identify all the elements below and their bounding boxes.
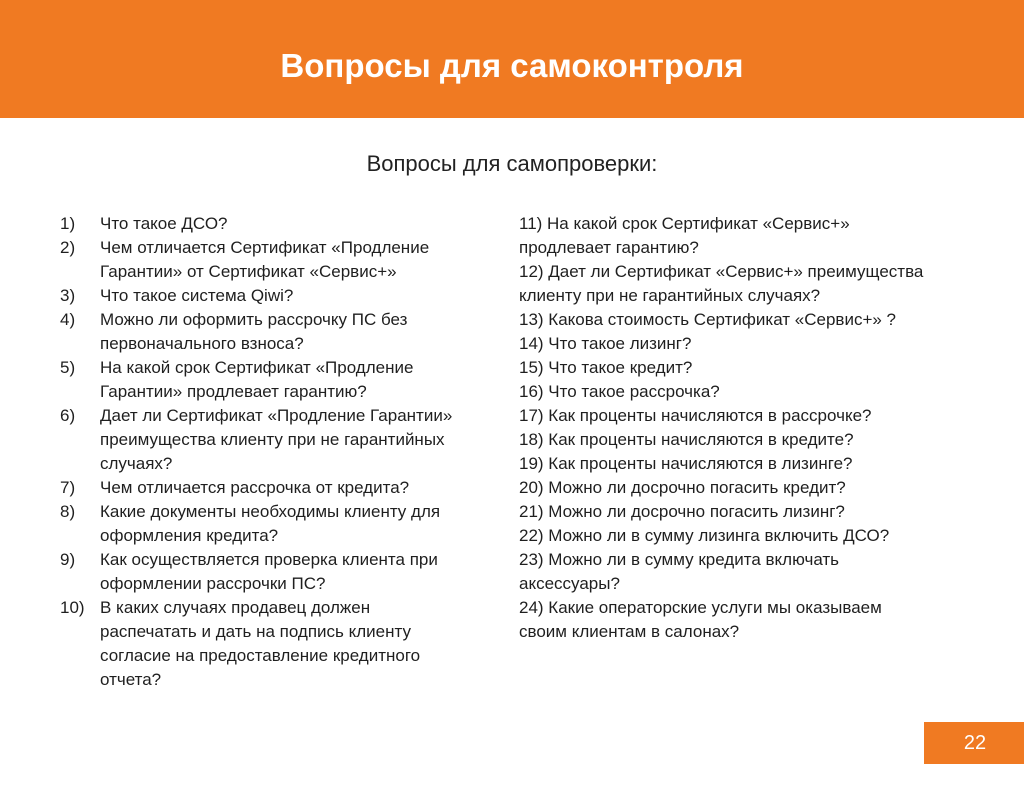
list-item	[60, 284, 470, 308]
item-number: 6)	[60, 406, 76, 425]
list-item	[60, 236, 470, 284]
list-item: 22) Можно ли в сумму лизинга включить ДСО?	[519, 526, 890, 545]
item-text: Чем отличается рассрочка от кредита?	[100, 478, 410, 497]
list-item: 18) Как проценты начисляются в кредите?	[519, 430, 854, 449]
item-number: 8)	[60, 502, 76, 521]
item-text: В каких случаях продавец должен распечатать и дать на подпись клиенту согласие на предоставление кредитного отчета?	[100, 598, 421, 689]
item-number: 10)	[60, 598, 85, 617]
list-item	[60, 356, 470, 404]
list-item: 23) Можно ли в сумму кредита включать аксессуары?	[519, 550, 840, 593]
list-item	[60, 500, 470, 548]
list-item: 19) Как проценты начисляются в лизинге?	[519, 454, 853, 473]
slide-title: Вопросы для самоконтроля	[280, 47, 744, 84]
item-text: Чем отличается Сертификат «Продление Гарантии» от Сертификат «Сервис+»	[100, 238, 430, 281]
item-text: Что такое система Qiwi?	[100, 286, 294, 305]
slide-subtitle: Вопросы для самопроверки:	[366, 151, 658, 176]
questions-list-right	[519, 212, 934, 644]
item-text: Что такое ДСО?	[100, 214, 228, 233]
item-number: 3)	[60, 286, 76, 305]
list-item: 16) Что такое рассрочка?	[519, 382, 720, 401]
list-item: 12) Дает ли Сертификат «Сервис+» преимущества клиенту при не гарантийных случаях?	[519, 262, 924, 305]
item-number: 1)	[60, 214, 76, 233]
list-item	[60, 212, 470, 236]
list-item	[60, 404, 470, 476]
page-number: 22	[963, 732, 987, 754]
list-item: 24) Какие операторские услуги мы оказываем своим клиентам в салонах?	[519, 598, 882, 641]
item-number: 7)	[60, 478, 76, 497]
list-item: 21) Можно ли досрочно погасить лизинг?	[519, 502, 845, 521]
item-text: Дает ли Сертификат «Продление Гарантии» преимущества клиенту при не гарантийных случаях?	[100, 406, 453, 473]
item-text: Какие документы необходимы клиенту для оформления кредита?	[100, 502, 441, 545]
list-item	[60, 476, 470, 500]
item-number: 5)	[60, 358, 76, 377]
list-item: 20) Можно ли досрочно погасить кредит?	[519, 478, 846, 497]
questions-list-left	[60, 212, 470, 692]
list-item	[60, 308, 470, 356]
list-item: 14) Что такое лизинг?	[519, 334, 692, 353]
item-text: Можно ли оформить рассрочку ПС без первоначального взноса?	[100, 310, 408, 353]
item-number: 9)	[60, 550, 76, 569]
list-item: 11) На какой срок Сертификат «Сервис+» продлевает гарантию?	[519, 214, 850, 257]
list-item	[60, 596, 470, 692]
list-item: 15) Что такое кредит?	[519, 358, 693, 377]
list-item: 17) Как проценты начисляются в рассрочке?	[519, 406, 872, 425]
item-text: На какой срок Сертификат «Продление Гарантии» продлевает гарантию?	[100, 358, 414, 401]
item-text: Как осуществляется проверка клиента при оформлении рассрочки ПС?	[100, 550, 438, 593]
list-item: 13) Какова стоимость Сертификат «Сервис+» ?	[519, 310, 897, 329]
list-item	[60, 548, 470, 596]
item-number: 4)	[60, 310, 76, 329]
item-number: 2)	[60, 238, 76, 257]
